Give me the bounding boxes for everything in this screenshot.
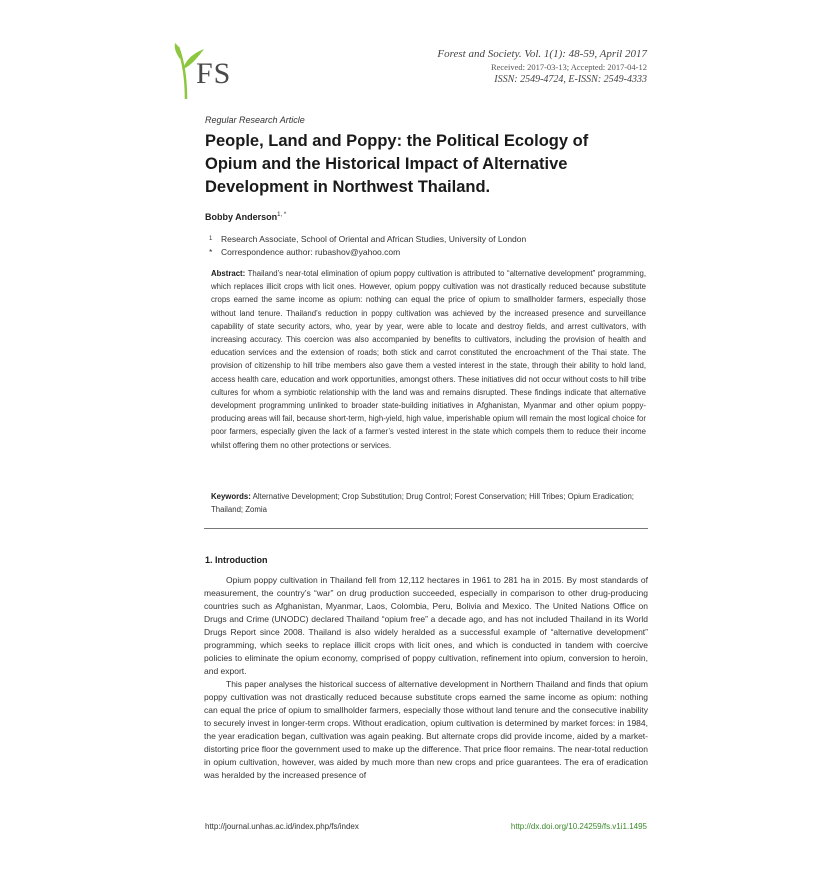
keywords-label: Keywords:: [211, 492, 251, 501]
divider: [204, 528, 648, 529]
paper-title: People, Land and Poppy: the Political Ecology of Opium and the Historical Impact of Alternative Development in Northwest Thailand.: [205, 132, 589, 196]
keywords-text: Alternative Development; Crop Substitution; Drug Control; Forest Conservation; Hill Tribes; Opium Eradication; Thailand; Zomia: [211, 492, 634, 515]
author-name: Bobby Anderson: [205, 212, 278, 222]
correspondence-text: Correspondence author: rubashov@yahoo.com: [221, 247, 401, 257]
journal-issn: ISSN: 2549-4724, E-ISSN: 2549-4333: [494, 74, 647, 85]
introduction-body: [204, 574, 648, 782]
journal-info: [437, 47, 647, 86]
journal-citation: Forest and Society. Vol. 1(1): 48-59, April 2017: [437, 48, 647, 60]
journal-dates: Received: 2017-03-13; Accepted: 2017-04-12: [490, 62, 647, 72]
affiliation-mark: 1: [209, 236, 213, 242]
article-type: Regular Research Article: [205, 115, 305, 125]
author: [205, 212, 286, 222]
correspondence: [209, 246, 526, 259]
logo-text: FS: [196, 57, 232, 90]
author-marks: 1, *: [277, 212, 287, 218]
journal-logo: [172, 41, 242, 103]
abstract: [211, 267, 646, 452]
doi-link[interactable]: http://dx.doi.org/10.24259/fs.v1i1.1495: [510, 822, 647, 831]
correspondence-mark: *: [209, 247, 213, 257]
affiliations: [209, 233, 526, 259]
abstract-label: Abstract:: [211, 269, 246, 278]
affiliation-1: [209, 233, 526, 246]
section-heading: 1. Introduction: [205, 555, 268, 565]
affiliation-text: Research Associate, School of Oriental and African Studies, University of London: [221, 234, 527, 244]
paragraph-1: Opium poppy cultivation in Thailand fell from 12,112 hectares in 1961 to 281 ha in 2015. By most standards of measurement, the country’s “war” on drug production succeeded, especially in comparison to other drug-producing countries such as Afghanistan, Myanmar, Laos, Colombia, Peru, Bolivia and Mexico. The United Nations Office on Drugs and Crime (UNODC) declared Thailand “opium free” a decade ago, and has not included Thailand in its World Drugs Report since 2008. Thailand is also widely heralded as a successful example of “alternative development” programming, which seeks to replace illicit crops with licit ones, and which is conducted in tandem with coercive policies to eliminate the opium economy, comprised of poppy cultivation, refinement into opium, conversion to heroin, and export.: [204, 575, 648, 676]
journal-url-link[interactable]: http://journal.unhas.ac.id/index.php/fs/index: [205, 822, 359, 831]
paragraph-2: This paper analyses the historical success of alternative development in Northern Thailand and finds that opium poppy cultivation was not drastically reduced because substitute crops earned the same income as opium: nothing can equal the price of opium to smallholder farmers, especially those without land tenure and the consecutive inability to securely invest in longer-term crops. Without eradication, opium cultivation is determined by market forces: in 1984, the year eradication began, cultivation was again peaking. But alternate crops did provide income, aided by a market-distorting price floor the government used to make up the difference. That price floor remains. The near-total reduction in opium cultivation, however, was aided by much more than new crops and price guarantees. The era of eradication was heralded by the increased presence of: [204, 679, 648, 780]
abstract-text: Thailand’s near-total elimination of opium poppy cultivation is attributed to “alternative development” programming, which replaces illicit crops with licit ones. However, opium poppy cultivation was not drastically reduced because substitute crops earned the same income as opium: nothing can equal the price of opium to smallholder farmers, especially those without land tenure. Thailand’s reduction in poppy cultivation was achieved by the increased presence and surveillance capability of state security actors, who, year by year, were able to locate and destroy fields, and arrest cultivators, with increasing accuracy. This coercion was also accompanied by benefits to cultivators, including the provision of health and education services and the extension of roads; both stick and carrot constituted the encroachment of the Thai state. The provision of citizenship to hill tribe members also gave them a vested interest in the state, through their ability to hold land, access health care, education and work opportunities, amongst others. These initiatives did not occur without costs to hill tribe cultures for whom a symbiotic relationship with the land was and remains disrupted. These findings indicate that alternative development programming unlinked to broader state-building initiatives in Afghanistan, Myanmar and other opium poppy-producing areas will fail, because short-term, high-yield, high value, imperishable opium will remain the most logical choice for poor farmers, especially given the lack of a farmer’s vested interest in the state which compels them to reduce their income whilst offering them no other protections or services.: [211, 269, 646, 450]
keywords: [211, 490, 646, 516]
